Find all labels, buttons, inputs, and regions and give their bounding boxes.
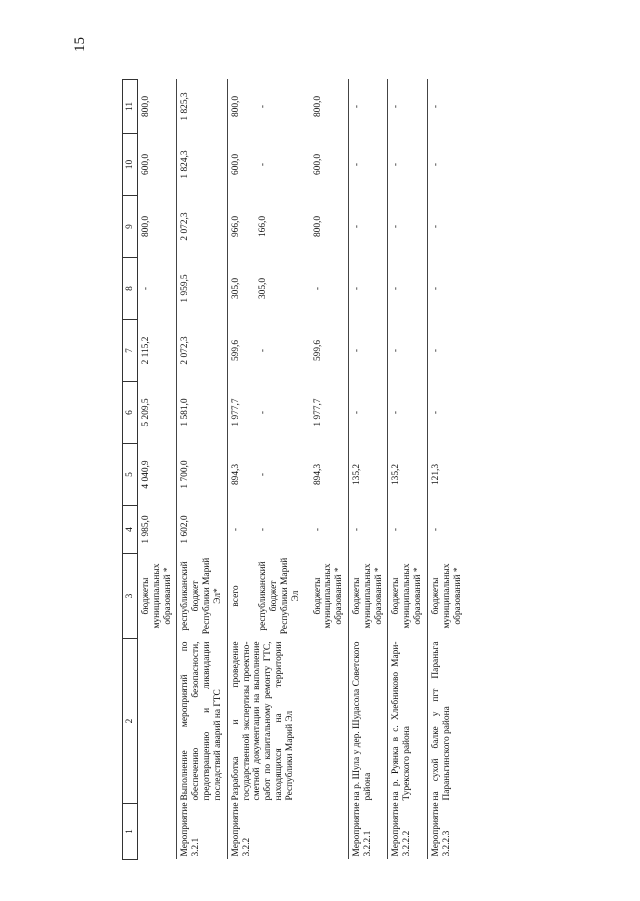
value-col6: - — [388, 382, 427, 444]
value-col6: - — [258, 410, 269, 415]
measure-id — [138, 804, 177, 860]
rotated-page — [122, 80, 622, 860]
funding-source: республиканский бюджет Республики Марий Эл* — [177, 554, 227, 639]
value-col4: - — [388, 506, 427, 554]
value-col10: 600,0 — [312, 153, 323, 176]
value-col10: 600,0 — [141, 153, 151, 176]
column-header: 3 — [123, 554, 138, 639]
column-header: 10 — [123, 134, 138, 196]
value-col9: - — [427, 196, 466, 258]
column-header: 6 — [123, 382, 138, 444]
value-col5: 894,3 — [312, 463, 323, 486]
value-col8: 305,0 — [258, 277, 269, 300]
measure-id: Мероприятие 3.2.2 — [227, 804, 255, 860]
value-col4: 1 602,0 — [177, 506, 227, 554]
value-col5: 121,3 — [427, 444, 466, 506]
measure-id — [305, 804, 349, 860]
value-col11: 800,0 — [312, 95, 323, 118]
value-col6: 1 977,7 — [312, 398, 323, 427]
funding-source: республиканский бюджет Республики Марий Эл — [258, 557, 301, 635]
measure-description: на сухой балке у пгт Параньга Параньгинского района — [427, 639, 466, 804]
measure-description: Разработка и проведение государственной экспертизы проектно-сметной документации на выполнение работ по капитальному ремонту ГТС, находящихся на территории Республики Марий Эл — [227, 639, 348, 804]
value-col7: 599,6 — [227, 320, 255, 382]
column-header: 7 — [123, 320, 138, 382]
value-col11: 800,0 — [141, 95, 151, 118]
table-row — [227, 80, 255, 860]
column-header: 4 — [123, 506, 138, 554]
value-col5: 1 700,0 — [177, 444, 227, 506]
value-col5: 4 040,9 — [141, 460, 151, 489]
value-col6: 5 209,5 — [141, 398, 151, 427]
column-header: 9 — [123, 196, 138, 258]
value-col8: - — [427, 258, 466, 320]
value-col4: - — [258, 527, 269, 532]
value-col8: 1 959,5 — [177, 258, 227, 320]
value-col4: - — [227, 506, 255, 554]
table-row — [388, 80, 427, 860]
value-col6: - — [427, 382, 466, 444]
measure-description: на р. Руянка в с. Хлебниково Мари-Турекского района — [388, 639, 427, 804]
budget-table — [122, 79, 466, 860]
value-col4: - — [312, 527, 323, 532]
value-col5: 135,2 — [388, 444, 427, 506]
value-col9: 800,0 — [141, 215, 151, 238]
value-col8: - — [349, 258, 388, 320]
measure-description: на р. Шула у дер. Шудасола Советского района — [349, 639, 388, 804]
value-col6: 1 581,0 — [177, 382, 227, 444]
table-row — [177, 80, 227, 860]
funding-source: бюджеты муниципальных образований * — [388, 554, 427, 639]
value-col4: 1 985,0 — [141, 515, 151, 544]
funding-source: бюджеты муниципальных образований * — [427, 554, 466, 639]
value-col10: - — [349, 134, 388, 196]
table-row — [349, 80, 388, 860]
value-col8: - — [388, 258, 427, 320]
value-col11: - — [349, 80, 388, 134]
value-col7: - — [349, 320, 388, 382]
value-col9: - — [388, 196, 427, 258]
funding-source: всего — [227, 554, 255, 639]
value-col7: - — [427, 320, 466, 382]
value-col8: - — [141, 286, 151, 291]
value-col11: - — [258, 104, 269, 109]
funding-source: бюджеты муниципальных образований * — [141, 563, 173, 629]
value-col9: - — [349, 196, 388, 258]
value-col9: 166,0 — [258, 215, 269, 238]
value-col9: 800,0 — [312, 215, 323, 238]
value-col11: - — [427, 80, 466, 134]
column-header: 2 — [123, 639, 138, 804]
value-col7: 2 115,2 — [141, 336, 151, 365]
column-header: 8 — [123, 258, 138, 320]
value-col11: 1 825,3 — [177, 80, 227, 134]
value-col10: 1 824,3 — [177, 134, 227, 196]
value-col4: - — [349, 506, 388, 554]
measure-id: Мероприятие 3.2.2.3 — [427, 804, 466, 860]
value-col10: - — [388, 134, 427, 196]
value-col5: 894,3 — [227, 444, 255, 506]
table-row — [138, 80, 177, 860]
measure-id: Мероприятие 3.2.2.2 — [388, 804, 427, 860]
value-col8: - — [312, 286, 323, 291]
value-col7: - — [388, 320, 427, 382]
value-col7: 2 072,3 — [177, 320, 227, 382]
column-header: 5 — [123, 444, 138, 506]
page-number: 15 — [72, 37, 88, 52]
value-col6: 1 977,7 — [227, 382, 255, 444]
measure-id: Мероприятие 3.2.1 — [177, 804, 227, 860]
value-col5: 135,2 — [349, 444, 388, 506]
value-col10: - — [427, 134, 466, 196]
measure-description: Выполнение мероприятий по обеспечению безопасности, предотвращению и ликвидации последствий аварий на ГТС — [177, 639, 227, 804]
value-col11: - — [388, 80, 427, 134]
column-header: 11 — [123, 80, 138, 134]
value-col7: 599,6 — [312, 339, 323, 362]
value-col6: - — [349, 382, 388, 444]
measure-description — [138, 639, 177, 804]
funding-source: бюджеты муниципальных образований * — [349, 554, 388, 639]
column-header: 1 — [123, 804, 138, 860]
value-col5: - — [258, 472, 269, 477]
table-row — [427, 80, 466, 860]
value-col8: 305,0 — [227, 258, 255, 320]
funding-source: бюджеты муниципальных образований * — [312, 563, 345, 629]
value-col11: 800,0 — [227, 80, 255, 134]
value-col4: - — [427, 506, 466, 554]
value-col10: 600,0 — [227, 134, 255, 196]
column-header-row — [123, 80, 138, 860]
value-col9: 966,0 — [227, 196, 255, 258]
value-col10: - — [258, 162, 269, 167]
measure-id: Мероприятие 3.2.2.1 — [349, 804, 388, 860]
value-col9: 2 072,3 — [177, 196, 227, 258]
measure-id — [255, 804, 304, 860]
value-col7: - — [258, 348, 269, 353]
